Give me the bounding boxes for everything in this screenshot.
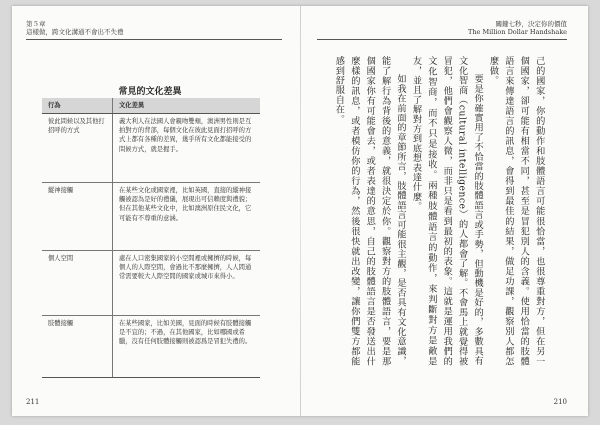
paragraph: 如我在前面的章節所言，肢體語言可能很主觀，是否具有文化意識，能了解行為背後的意義，就很決定於你。觀察對方的肢體語言，要是那個國家你有可能會去，或者表達的意思，自己的肢體語言是否發送出什麼樣的訊息，或者模仿你的行為，然後很快就出改變，讓你們雙方都能感到舒服自在。 (333, 56, 407, 366)
body-text (331, 56, 547, 366)
difference-cell: 在某些文化或國家裡，比如英國，直接的縱神接觸被認為是好的禮儀，展現出可信賴度與禮貌；但在其他某些文化中，比如澳洲原住民文化，它可能有不尊重的意涵。 (113, 183, 261, 251)
behavior-cell: 個人空間 (42, 251, 113, 316)
table-row (42, 114, 260, 183)
behavior-cell: 縱神接觸 (42, 183, 113, 251)
paragraph: 己的國家，你的動作和肢體語言可能很恰當，也很尊重對方，但在另一個國家，卻可能有相當不同，甚至是冒犯別人的含義。使用恰當的肢體語言來傳達語言的訊息，會得到最佳的結果，做足功課，觀察別人都怎麼做。 (487, 56, 545, 366)
column-header-behavior: 行為 (42, 98, 113, 114)
paragraph: 要是你確實用了不恰當的肢體語言或手勢，但動機是好的，多數具有文化智商（cultural intelligence）的人都會了解。不會馬上就覺得被冒犯，他們會觀察人微，而非只是看到最初的表象。這就是運用我們的文化智商，而不只是接收。兩種肢體語言的動作，來判斷對方是敵是友，並且了解對方到底想表達什麼。 (410, 56, 484, 366)
header-rule (317, 39, 567, 40)
table-row (42, 183, 260, 251)
table-row (42, 251, 260, 316)
difference-cell: 義大利人在法國人會親吻雙頰，澳洲男性則是互拍對方的背部，每個文化在彼此見面打招呼的方式上都有各種的差異，幾乎所有文化都能接受的問候方式，就是握手。 (113, 114, 261, 183)
book-title: 關鍵七秒，決定你的價值 (495, 20, 567, 28)
left-page (12, 6, 300, 416)
book-spread (12, 6, 588, 416)
behavior-cell: 彼此問候以及其他打招呼的方式 (42, 114, 113, 183)
right-page (301, 6, 589, 416)
table-title: 常見的文化差異 (118, 87, 182, 97)
right-running-head (468, 20, 567, 36)
header-rule (26, 39, 282, 40)
table-row (42, 316, 260, 378)
culture-differences-table (42, 98, 260, 378)
chapter-label: 第５章 (26, 20, 46, 28)
left-page-number: 211 (26, 398, 40, 406)
difference-cell: 處在人口密集國家的小空間裡或擁擠的時候，每個人的人際空間，會過比不那麼擁擠，人人間通常需要較大人際空間的國家或城市來得小。 (113, 251, 261, 316)
chapter-title: 這樣做，跨文化溝通不會出不失禮 (26, 28, 124, 36)
right-page-number: 210 (553, 398, 567, 406)
behavior-cell: 肢體接觸 (42, 316, 113, 378)
table-header-row (42, 98, 260, 114)
column-header-difference: 文化差異 (113, 98, 261, 114)
book-english-title: The Million Dollar Handshake (468, 28, 567, 36)
left-running-head (26, 20, 124, 36)
difference-cell: 在某些國家，比如美國，見面的時候有肢體接觸是不宜的；不過，在其他國家，比如哪國或希臘，沒有任何肢體接觸則被認爲是冒犯失禮的。 (113, 316, 261, 378)
